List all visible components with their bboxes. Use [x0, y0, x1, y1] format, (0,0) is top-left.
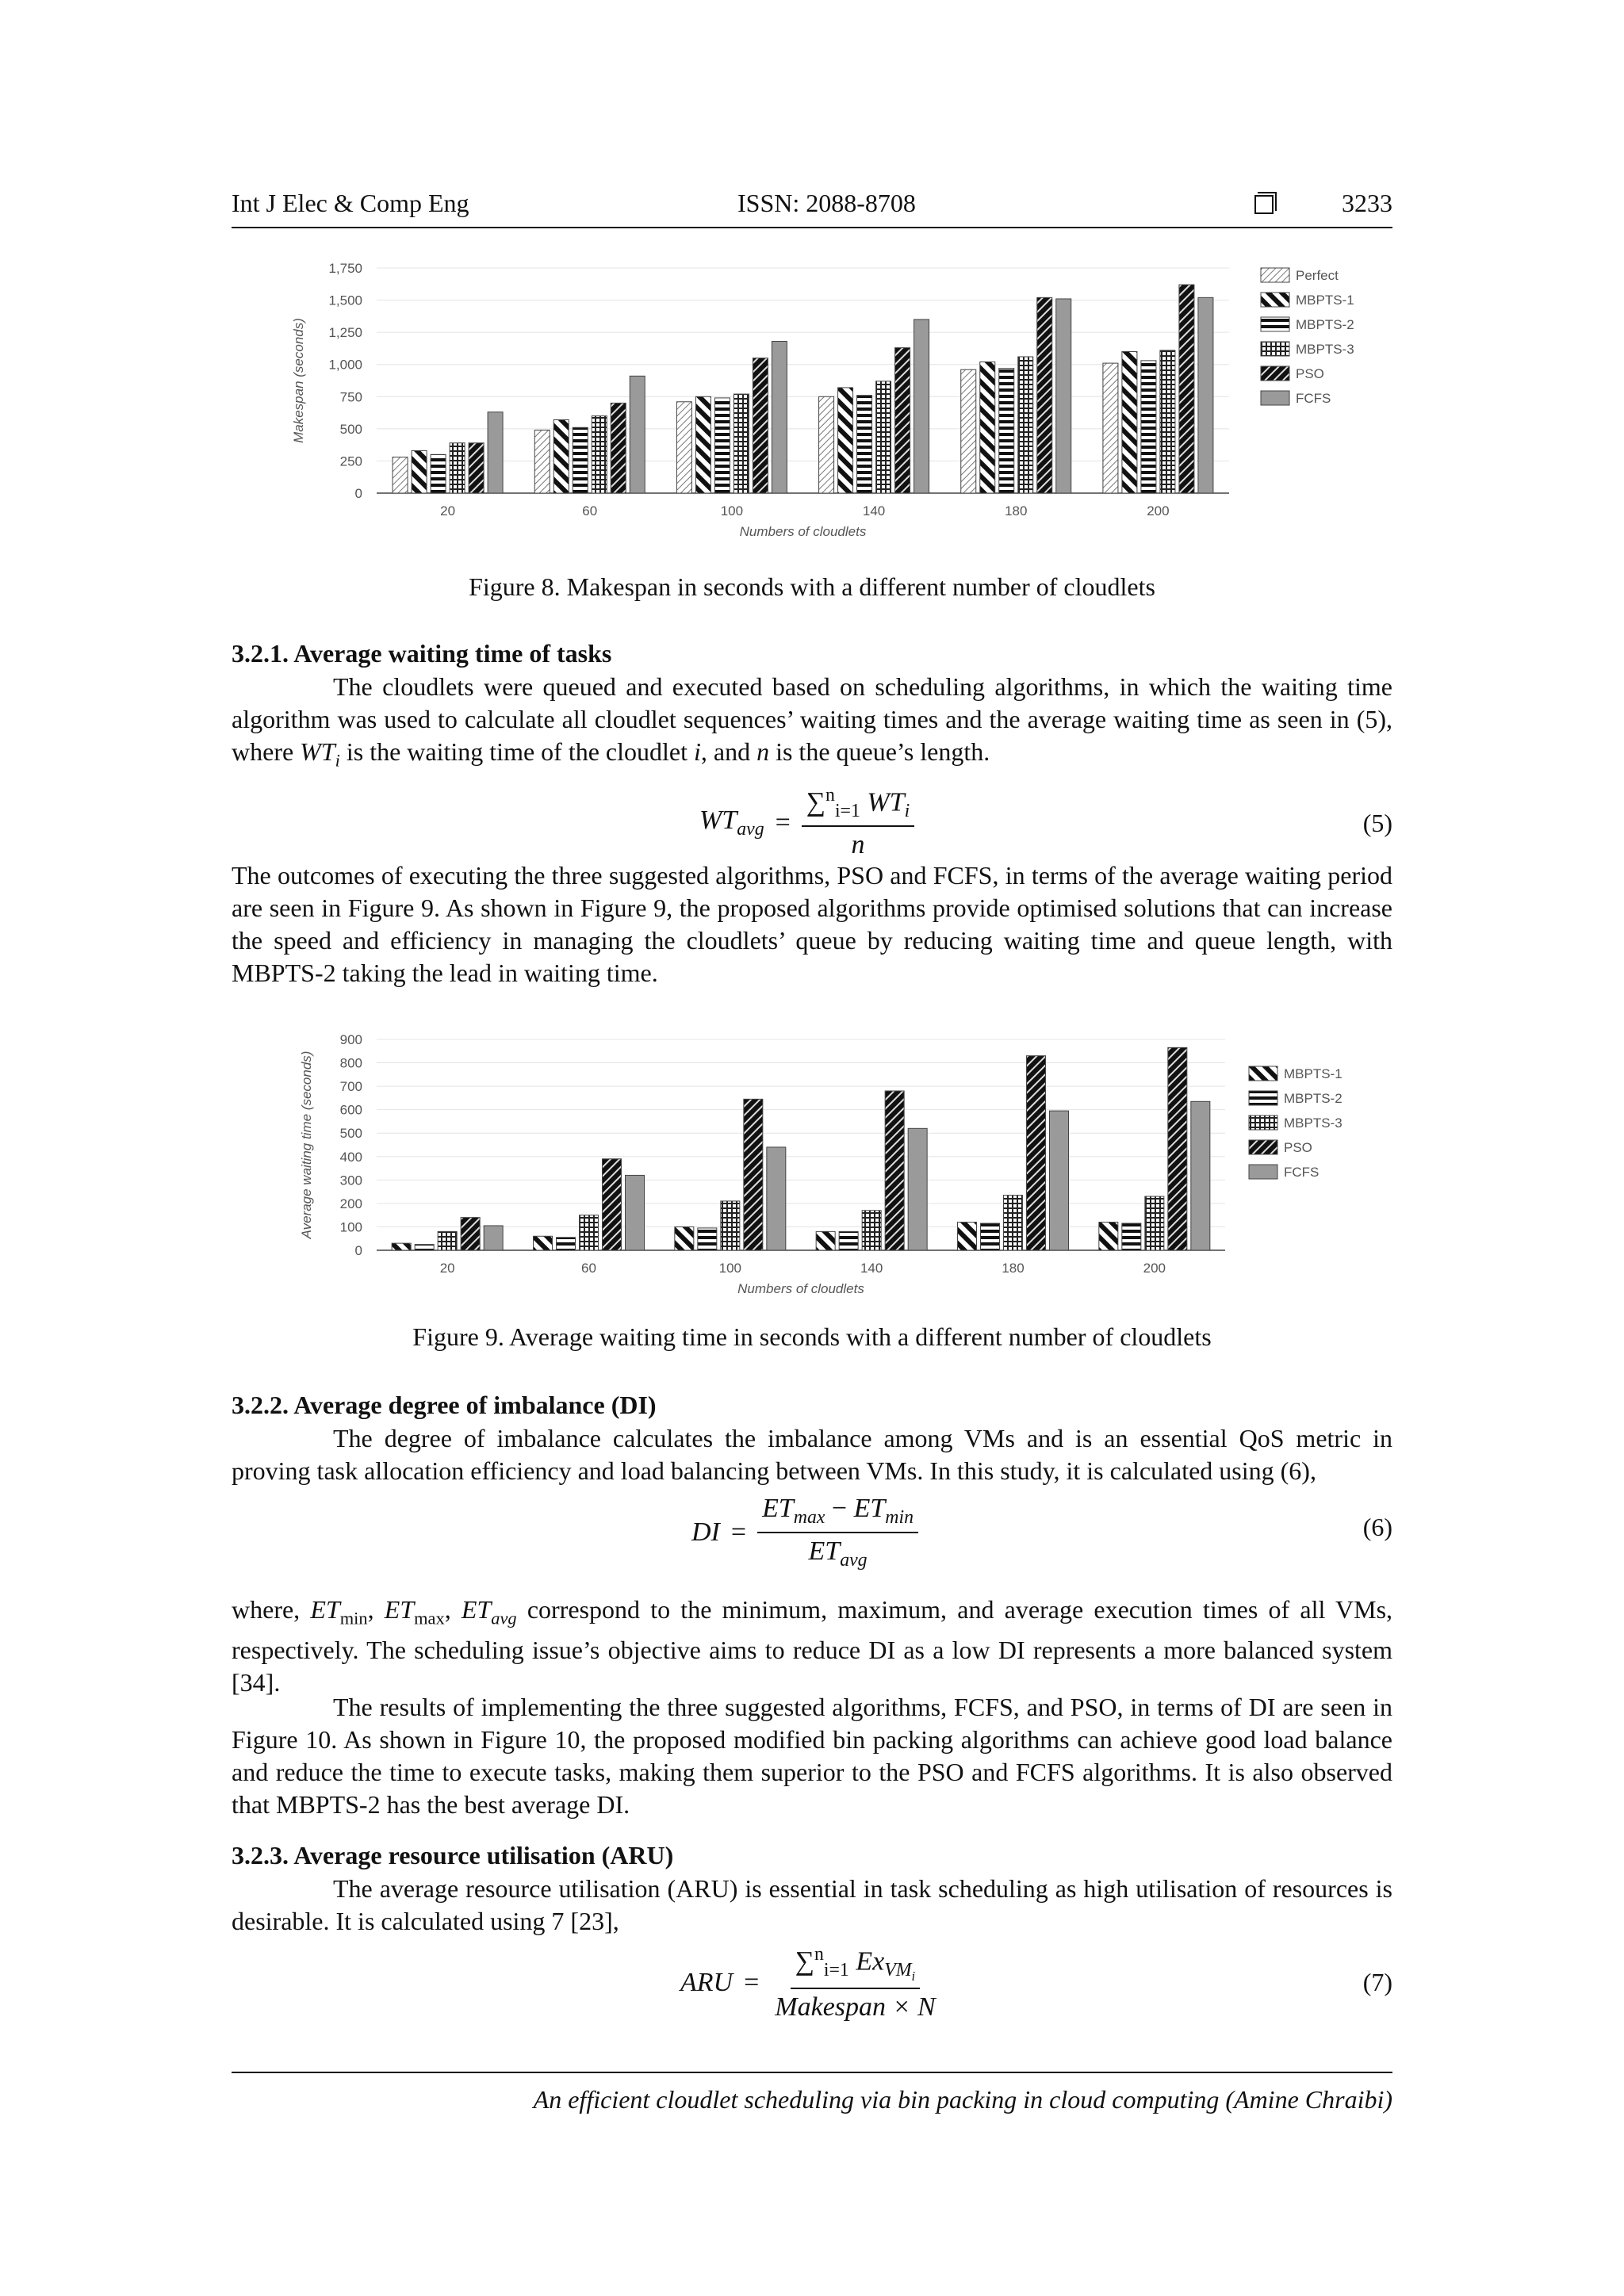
y-tick-label: 200 — [339, 1196, 362, 1211]
x-tick-label: 200 — [1147, 503, 1170, 519]
legend-swatch — [1261, 342, 1289, 356]
x-axis-label: Numbers of cloudlets — [739, 524, 867, 539]
bar-mbpts-2-180 — [999, 369, 1014, 493]
bar-mbpts-2-180 — [981, 1223, 1000, 1250]
y-tick-label: 1,000 — [328, 357, 362, 373]
legend-label: FCFS — [1296, 391, 1331, 406]
legend-swatch — [1249, 1066, 1277, 1081]
bar-mbpts-3-200 — [1160, 350, 1175, 493]
bar-pso-200 — [1179, 285, 1194, 493]
legend-swatch — [1261, 293, 1289, 307]
y-tick-label: 500 — [339, 421, 362, 437]
section-3-2-2-heading: 3.2.2. Average degree of imbalance (DI) — [232, 1391, 657, 1419]
bar-fcfs-100 — [767, 1147, 786, 1250]
y-tick-label: 0 — [354, 1243, 362, 1258]
x-tick-label: 200 — [1143, 1261, 1166, 1276]
equation-6: DI = $\frac{ET_{max} - ET_{min}}{ET_{avg}}$ (6) — [691, 1494, 1392, 1571]
bar-perfect-60 — [534, 430, 550, 493]
issn: ISSN: 2088-8708 — [737, 189, 916, 217]
legend-label: MBPTS-1 — [1296, 293, 1354, 308]
bar-pso-60 — [611, 403, 626, 493]
bar-fcfs-100 — [772, 342, 787, 493]
section-3-2-1-paragraph-2: The outcomes of executing the three suggested algorithms, PSO and FCFS, in terms of the average waiting period are seen in Figure 9. As shown in Figure 9, the proposed algorithms provide optimised solutions that can increase the speed and efficiency in managing the cloudlets’ queue by reducing waiting time and queue length, with MBPTS-2 taking the lead in waiting time. — [232, 861, 1392, 987]
legend-swatch — [1261, 391, 1289, 405]
figure-9-caption: Figure 9. Average waiting time in seconds with a different number of cloudlets — [412, 1322, 1212, 1351]
equation-5: $WT_{avg}$ = $\frac{\sum^n_{i=1} WT_i}{n}$ (5) — [699, 785, 1392, 860]
bar-mbpts-1-20 — [392, 1243, 411, 1250]
x-tick-label: 100 — [718, 1261, 742, 1276]
bar-pso-20 — [461, 1218, 480, 1250]
bar-mbpts-3-200 — [1145, 1196, 1164, 1250]
bar-fcfs-200 — [1191, 1101, 1210, 1250]
bar-fcfs-180 — [1050, 1111, 1069, 1250]
bar-mbpts-1-60 — [534, 1236, 553, 1250]
legend-label: FCFS — [1284, 1165, 1320, 1180]
bar-mbpts-2-60 — [573, 427, 588, 493]
x-tick-label: 20 — [440, 503, 456, 519]
y-tick-label: 1,250 — [328, 325, 362, 341]
x-axis-label: Numbers of cloudlets — [737, 1281, 864, 1296]
x-tick-label: 180 — [1005, 503, 1028, 519]
bar-mbpts-3-140 — [876, 381, 891, 493]
section-3-2-3-paragraph-1: The average resource utilisation (ARU) is essential in task scheduling as high utilisation of resources is desirable. It is calculated using 7 [23], — [232, 1874, 1392, 1935]
section-3-2-1-paragraph-1: The cloudlets were queued and executed based on scheduling algorithms, in which the waiting time algorithm was used to calculate all cloudlet sequences’ waiting times and the average waiting time as seen in (5), where $WT_i$ is the waiting time of the cloudlet i, and n is the queue’s length. — [232, 672, 1392, 771]
y-tick-label: 1,750 — [328, 261, 362, 276]
bar-pso-180 — [1027, 1056, 1046, 1250]
bar-mbpts-2-200 — [1141, 361, 1156, 493]
y-tick-label: 400 — [339, 1149, 362, 1165]
bar-mbpts-3-100 — [733, 394, 749, 493]
bar-mbpts-3-100 — [721, 1201, 740, 1250]
section-3-2-2-paragraph-3: The results of implementing the three suggested algorithms, FCFS, and PSO, in terms of DI are seen in Figure 10. As shown in Figure 10, the proposed modified bin packing algorithms can achieve good load balance and reduce the time to execute tasks, making them superior to the PSO and FCFS algorithms. It is also observed that MBPTS-2 has the best average DI. — [232, 1693, 1392, 1819]
legend-swatch — [1249, 1115, 1277, 1130]
bar-perfect-20 — [393, 457, 408, 493]
y-axis-label: Makespan (seconds) — [291, 318, 306, 443]
x-tick-label: 20 — [439, 1261, 455, 1276]
legend-label: MBPTS-2 — [1284, 1091, 1342, 1106]
footer-rule — [232, 2072, 1392, 2073]
bar-mbpts-3-140 — [862, 1211, 881, 1250]
page-header — [232, 189, 1392, 228]
legend-swatch — [1261, 366, 1289, 381]
bar-perfect-100 — [676, 402, 691, 493]
bar-fcfs-60 — [626, 1175, 645, 1250]
bar-mbpts-1-200 — [1122, 351, 1137, 493]
bar-mbpts-3-180 — [1018, 357, 1033, 493]
legend-swatch — [1261, 317, 1289, 331]
y-tick-label: 800 — [339, 1055, 362, 1071]
bar-mbpts-2-200 — [1122, 1223, 1141, 1250]
section-3-2-2-paragraph-1: The degree of imbalance calculates the imbalance among VMs and is an essential QoS metric in proving task allocation efficiency and load balancing between VMs. In this study, it is calculated using (6), — [232, 1424, 1392, 1485]
bar-mbpts-1-60 — [553, 419, 569, 493]
legend-label: MBPTS-3 — [1296, 342, 1354, 357]
bar-fcfs-60 — [630, 376, 645, 493]
bar-mbpts-3-60 — [580, 1215, 599, 1250]
y-tick-label: 600 — [339, 1102, 362, 1118]
bar-mbpts-1-140 — [838, 388, 853, 493]
figure-8-caption: Figure 8. Makespan in seconds with a different number of cloudlets — [469, 572, 1155, 601]
equation-7: ARU = $\frac{\sum^n_{i=1} Ex_{VM_i}}{\text{Makespan × N}}$ (7) — [680, 1944, 1392, 2022]
bar-fcfs-200 — [1198, 297, 1213, 493]
page-number: 3233 — [1342, 189, 1392, 217]
y-tick-label: 500 — [339, 1126, 362, 1142]
y-tick-label: 300 — [339, 1173, 362, 1188]
bar-mbpts-2-100 — [698, 1228, 717, 1250]
legend-swatch — [1249, 1165, 1277, 1179]
y-axis-label: Average waiting time (seconds) — [299, 1050, 314, 1239]
legend-label: PSO — [1296, 366, 1324, 381]
bar-mbpts-2-140 — [857, 396, 872, 493]
bar-mbpts-3-20 — [450, 443, 465, 493]
bar-pso-100 — [744, 1099, 763, 1250]
legend-swatch — [1249, 1140, 1277, 1154]
bar-pso-60 — [603, 1159, 622, 1250]
x-tick-label: 140 — [862, 503, 886, 519]
bar-pso-140 — [885, 1091, 904, 1250]
bar-mbpts-2-20 — [415, 1245, 434, 1250]
bar-mbpts-1-180 — [980, 362, 995, 493]
x-tick-label: 140 — [860, 1261, 883, 1276]
bar-mbpts-2-60 — [557, 1238, 576, 1250]
y-tick-label: 100 — [339, 1219, 362, 1235]
header-rule — [232, 227, 1392, 228]
x-tick-label: 100 — [720, 503, 744, 519]
legend-label: PSO — [1284, 1140, 1312, 1155]
legend-label: MBPTS-2 — [1296, 317, 1354, 332]
bar-pso-200 — [1168, 1047, 1187, 1250]
y-tick-label: 750 — [339, 389, 362, 405]
square-icon — [1254, 195, 1274, 214]
bar-mbpts-1-180 — [958, 1223, 977, 1250]
legend-swatch — [1249, 1091, 1277, 1105]
bar-pso-140 — [895, 348, 910, 493]
bar-mbpts-1-200 — [1099, 1223, 1118, 1250]
section-3-2-3-heading: 3.2.3. Average resource utilisation (ARU) — [232, 1841, 674, 1869]
bar-perfect-180 — [961, 369, 976, 493]
legend-swatch — [1261, 268, 1289, 282]
bar-fcfs-20 — [484, 1226, 503, 1250]
bar-mbpts-3-180 — [1004, 1196, 1023, 1250]
bar-fcfs-140 — [908, 1128, 927, 1250]
bar-perfect-200 — [1103, 363, 1118, 493]
bar-mbpts-1-100 — [695, 396, 710, 493]
bar-mbpts-3-20 — [438, 1231, 457, 1250]
x-tick-label: 60 — [581, 1261, 596, 1276]
bar-mbpts-2-20 — [431, 454, 446, 493]
bar-mbpts-1-140 — [816, 1231, 835, 1250]
y-tick-label: 1,500 — [328, 293, 362, 308]
equation-5-number: (5) — [1362, 809, 1392, 837]
bar-pso-100 — [753, 358, 768, 493]
journal-name: Int J Elec & Comp Eng — [232, 189, 469, 217]
x-tick-label: 60 — [582, 503, 598, 519]
y-tick-label: 900 — [339, 1032, 362, 1047]
bar-mbpts-1-20 — [412, 450, 427, 493]
bar-fcfs-140 — [914, 320, 929, 493]
bar-perfect-140 — [819, 396, 834, 493]
figure-8-chart — [285, 255, 1396, 557]
equation-7-number: (7) — [1362, 1968, 1392, 1996]
equation-6-number: (6) — [1362, 1513, 1392, 1541]
y-tick-label: 0 — [354, 486, 362, 501]
bar-fcfs-180 — [1056, 299, 1071, 493]
bar-mbpts-2-100 — [714, 398, 730, 493]
page-footer: An efficient cloudlet scheduling via bin packing in cloud computing (Amine Chraibi) — [533, 2085, 1392, 2114]
legend-label: Perfect — [1296, 268, 1339, 283]
bar-pso-180 — [1037, 297, 1052, 493]
x-tick-label: 180 — [1002, 1261, 1025, 1276]
bar-mbpts-1-100 — [675, 1226, 694, 1250]
section-3-2-1-heading: 3.2.1. Average waiting time of tasks — [232, 639, 612, 668]
bar-mbpts-2-140 — [839, 1231, 858, 1250]
bar-fcfs-20 — [488, 412, 503, 493]
section-3-2-2-paragraph-2: where, $ET_{min}$, $ET_{max}$, $ET_{avg}$ correspond to the minimum, maximum, and average execution times of all VMs, respectively. The scheduling issue’s objective aims to reduce DI as a low DI represents a more balanced system [34]. — [232, 1595, 1393, 1697]
y-tick-label: 250 — [339, 453, 362, 469]
legend-label: MBPTS-3 — [1284, 1115, 1342, 1131]
legend-label: MBPTS-1 — [1284, 1066, 1342, 1081]
figure-9-chart — [293, 1027, 1396, 1296]
bar-pso-20 — [469, 443, 484, 493]
y-tick-label: 700 — [339, 1079, 362, 1095]
bar-mbpts-3-60 — [592, 416, 607, 493]
